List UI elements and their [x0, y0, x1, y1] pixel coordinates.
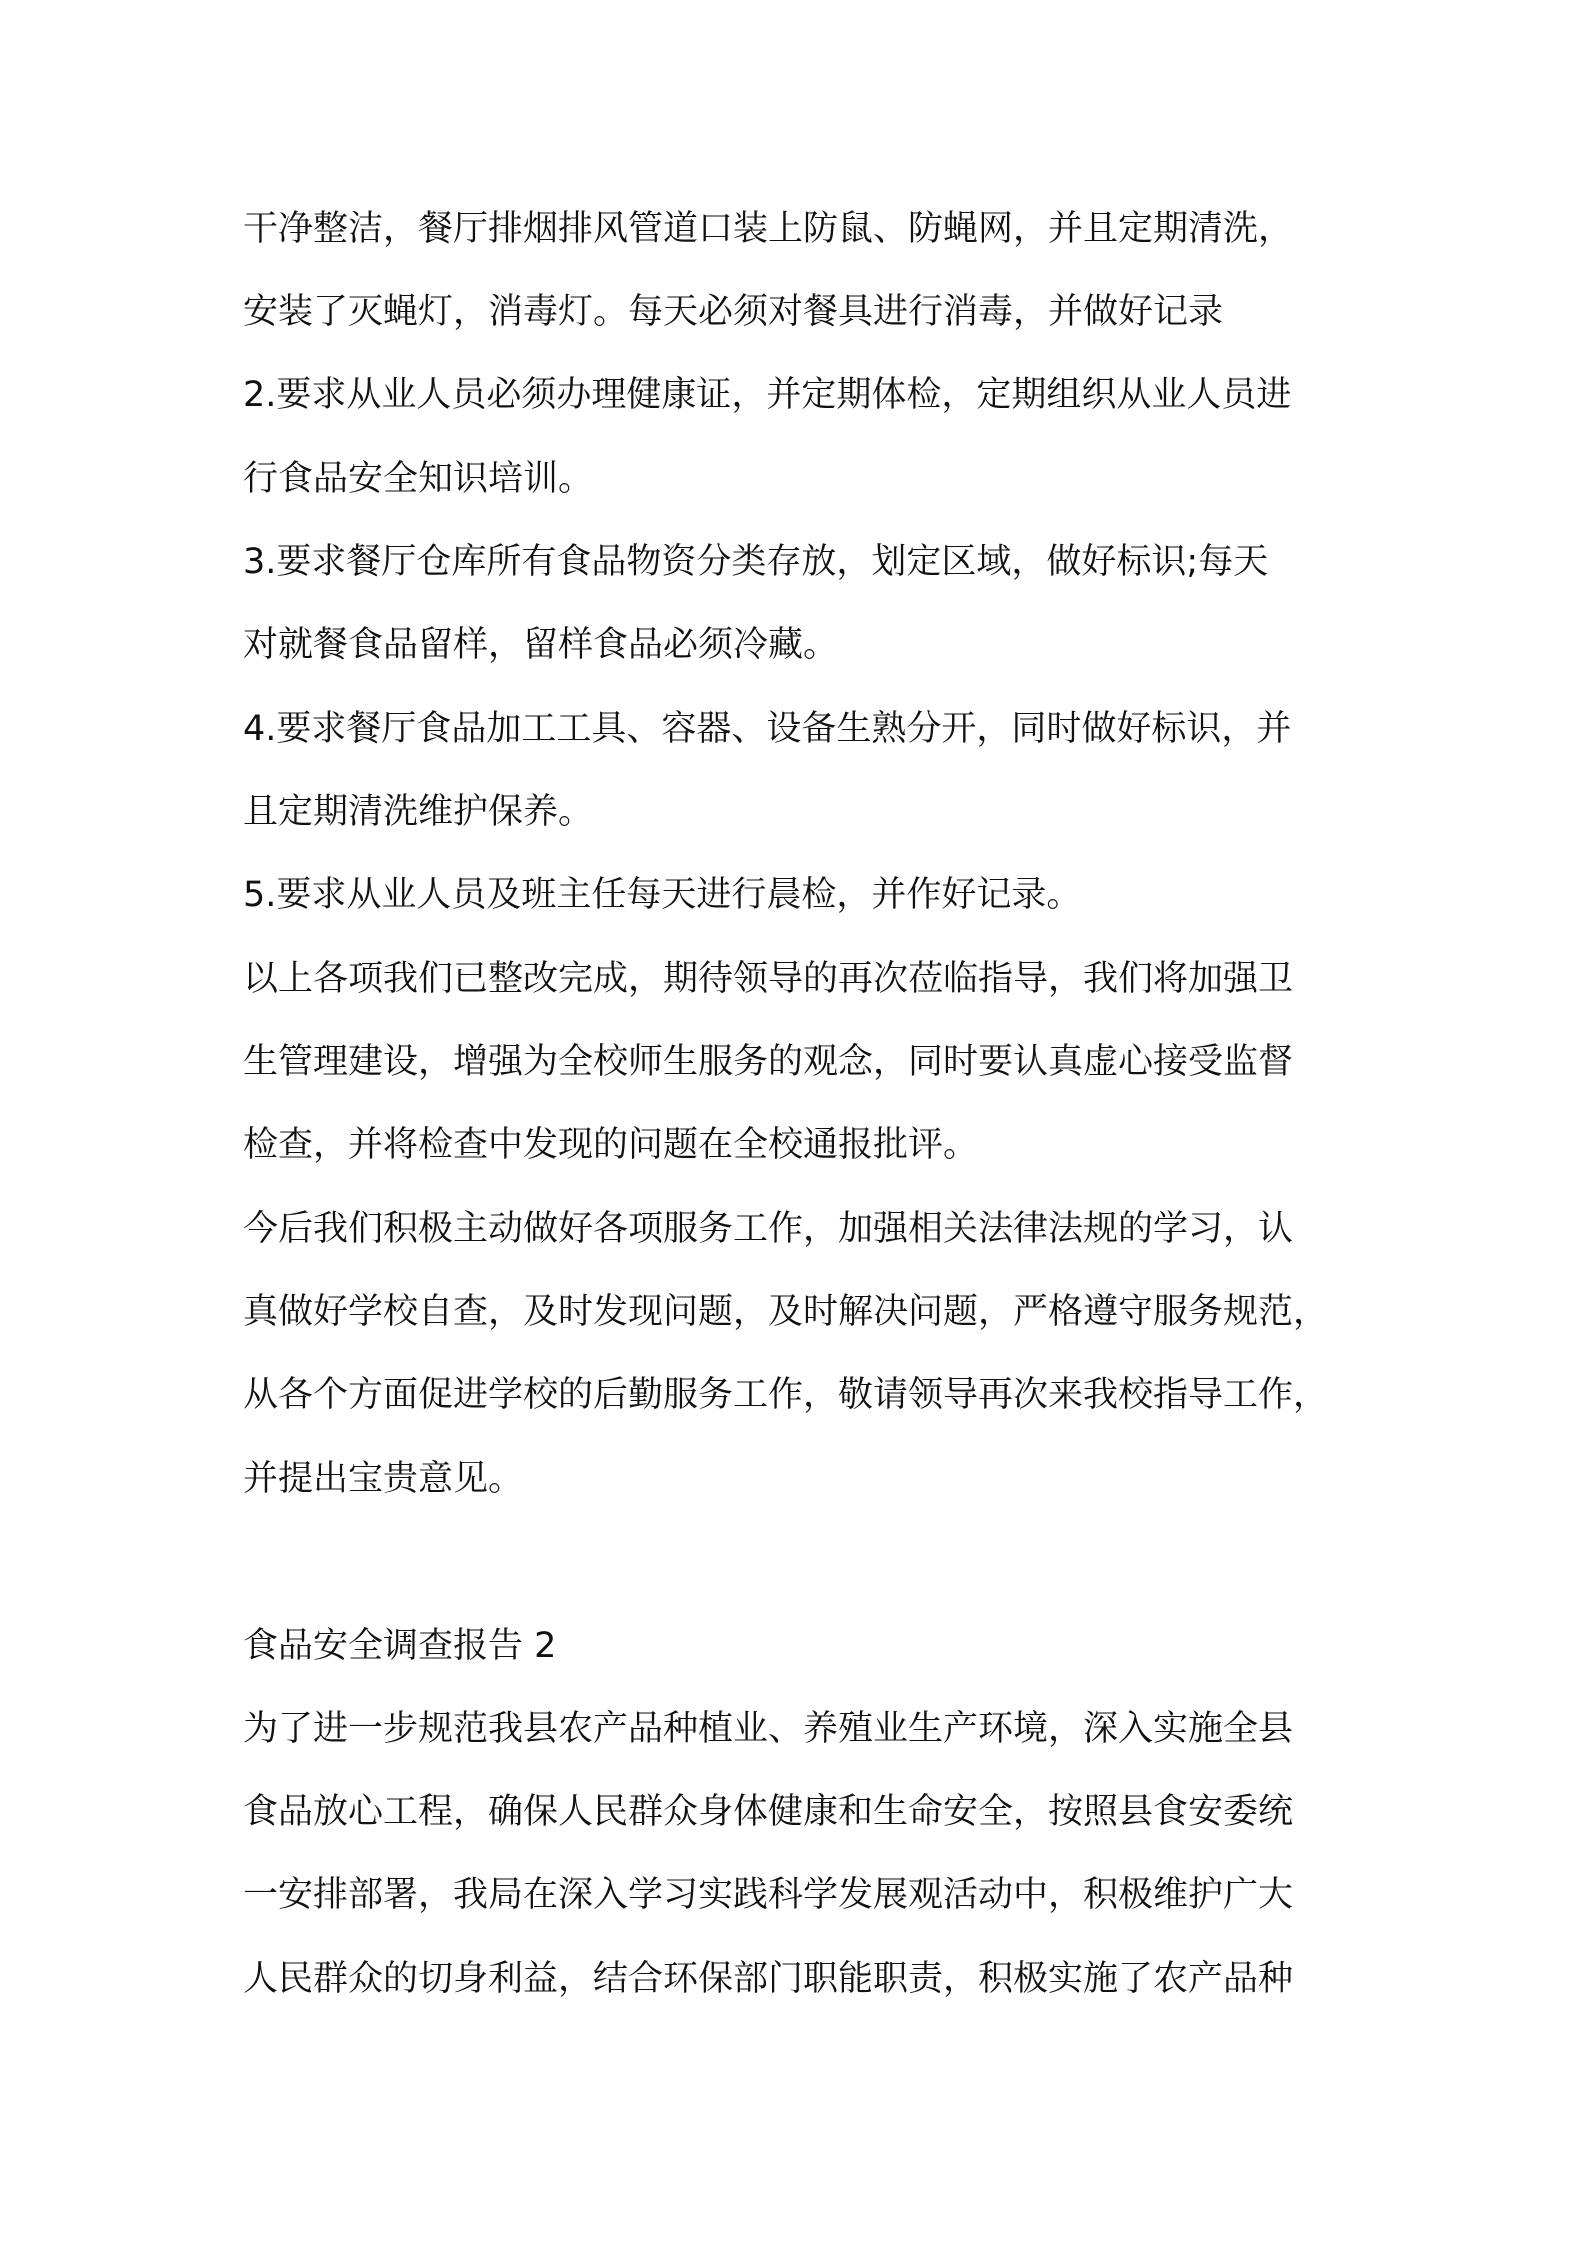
text-line: 行食品安全知识培训。 [243, 459, 594, 499]
text-line: 2.要求从业人员必须办理健康证，并定期体检，定期组织从业人员进 [243, 375, 1292, 415]
text-line: 4.要求餐厅食品加工工具、容器、设备生熟分开，同时做好标识，并 [243, 709, 1292, 749]
text-line: 且定期清洗维护保养。 [243, 792, 594, 832]
text-line: 人民群众的切身利益，结合环保部门职能职责，积极实施了农产品种 [243, 1959, 1294, 1999]
text-line: 为了进一步规范我县农产品种植业、养殖业生产环境，深入实施全县 [243, 1709, 1294, 1749]
text-line: 以上各项我们已整改完成，期待领导的再次莅临指导，我们将加强卫 [243, 959, 1294, 999]
text-line: 对就餐食品留样，留样食品必须冷藏。 [243, 625, 839, 665]
text-line: 安装了灭蝇灯，消毒灯。每天必须对餐具进行消毒，并做好记录 [243, 292, 1224, 332]
text-line: 一安排部署，我局在深入学习实践科学发展观活动中，积极维护广大 [243, 1875, 1294, 1915]
text-line: 从各个方面促进学校的后勤服务工作，敬请领导再次来我校指导工作， [243, 1375, 1329, 1415]
section-title: 食品安全调查报告 2 [243, 1626, 557, 1666]
text-line: 并提出宝贵意见。 [243, 1459, 524, 1499]
text-line: 检查，并将检查中发现的问题在全校通报批评。 [243, 1125, 979, 1165]
text-line: 干净整洁，餐厅排烟排风管道口装上防鼠、防蝇网，并且定期清洗， [243, 209, 1294, 249]
text-line: 3.要求餐厅仓库所有食品物资分类存放，划定区域，做好标识;每天 [243, 542, 1269, 582]
text-line: 今后我们积极主动做好各项服务工作，加强相关法律法规的学习，认 [243, 1209, 1294, 1249]
text-line: 5.要求从业人员及班主任每天进行晨检，并作好记录。 [243, 875, 1082, 915]
text-line: 生管理建设，增强为全校师生服务的观念，同时要认真虚心接受监督 [243, 1042, 1294, 1082]
text-line: 真做好学校自查，及时发现问题，及时解决问题，严格遵守服务规范， [243, 1292, 1329, 1332]
text-line: 食品放心工程，确保人民群众身体健康和生命安全，按照县食安委统 [243, 1792, 1294, 1832]
